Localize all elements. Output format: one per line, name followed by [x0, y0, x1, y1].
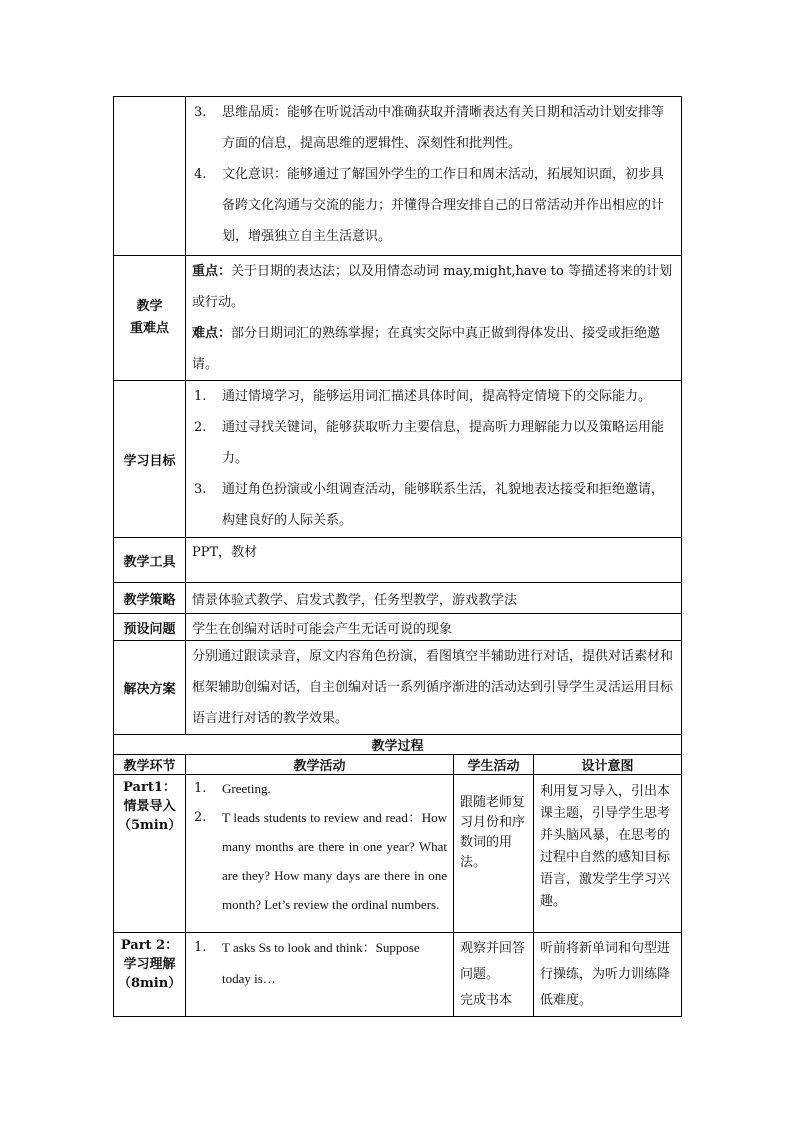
table-row	[114, 775, 682, 933]
list-item: 3. 通过角色扮演或小组调查活动，能够联系生活，礼貌地表达接受和拒绝邀请，构建良好的人际关系。	[194, 482, 665, 528]
solution-content: 分别通过跟读录音，原文内容角色扮演，看图填空半辅助进行对话，提供对话素材和框架辅助创编对话，自主创编对话一系列循序渐进的活动达到引导学生灵活运用目标语言进行对话的教学效果。	[186, 641, 682, 735]
list-item: 2. T leads students to review and read：How many months are there in one year? What are they? How many days are there in one month? Let’s review the ordinal numbers.	[194, 810, 447, 912]
activity-cell	[186, 775, 454, 933]
table-row	[114, 933, 682, 1017]
goals-list	[192, 97, 675, 252]
list-item: 4. 文化意识：能够通过了解国外学生的工作日和周末活动，拓展知识面，初步具备跨文化沟通与交流的能力；并懂得合理安排自己的日常活动并作出相应的计划，增强独立自主生活意识。	[194, 167, 665, 244]
solution-label: 解决方案	[114, 641, 186, 735]
key-points-content	[186, 256, 682, 381]
intent-cell: 听前将新单词和句型进行操练，为听力训练降低难度。	[534, 933, 682, 1017]
key-point-text: 重点：关于日期的表达法；以及用情态动词 may,might,have to 等描述将来的计划或行动。	[192, 264, 672, 310]
header-activity: 教学活动	[186, 755, 454, 775]
objectives-row	[114, 381, 682, 538]
problem-label: 预设问题	[114, 614, 186, 641]
goals-continued-row	[114, 97, 682, 256]
objectives-content	[186, 381, 682, 538]
lesson-plan-sheet	[113, 96, 681, 1017]
list-item: 2. 通过寻找关键词，能够获取听力主要信息，提高听力理解能力以及策略运用能力。	[194, 420, 665, 466]
student-cell: 观察并回答问题。 完成书本	[454, 933, 534, 1017]
stage-cell: Part1： 情景导入 （5min）	[114, 775, 186, 933]
process-title-row	[114, 735, 682, 755]
tools-content: PPT，教材	[186, 538, 682, 583]
activity-list	[192, 933, 447, 995]
solution-row	[114, 641, 682, 735]
list-item: 1. T asks Ss to look and think：Suppose today is…	[194, 940, 420, 986]
process-title: 教学过程	[114, 735, 682, 755]
key-points-row	[114, 256, 682, 381]
goals-content-cell	[186, 97, 682, 256]
tools-label: 教学工具	[114, 538, 186, 583]
tools-row	[114, 538, 682, 583]
list-item: 1. 通过情境学习，能够运用词汇描述具体时间，提高特定情境下的交际能力。	[194, 389, 652, 404]
key-points-label: 教学 重难点	[114, 256, 186, 381]
list-item: 1. Greeting.	[194, 781, 271, 796]
header-intent: 设计意图	[534, 755, 682, 775]
list-item: 3. 思维品质：能够在听说活动中准确获取并清晰表达有关日期和活动计划安排等方面的信息，提高思维的逻辑性、深刻性和批判性。	[194, 105, 665, 151]
strategy-row	[114, 583, 682, 614]
activity-list	[192, 775, 447, 920]
activity-cell	[186, 933, 454, 1017]
process-header-row	[114, 755, 682, 775]
difficult-point-text: 难点：部分日期词汇的熟练掌握；在真实交际中真正做到得体发出、接受或拒绝邀请。	[192, 326, 661, 372]
problem-row	[114, 614, 682, 641]
lesson-plan-table	[113, 96, 682, 1017]
objectives-list	[192, 381, 675, 536]
problem-content: 学生在创编对话时可能会产生无话可说的现象	[186, 614, 682, 641]
intent-cell: 利用复习导入，引出本课主题，引导学生思考并头脑风暴，在思考的过程中自然的感知目标语言，激发学生学习兴趣。	[534, 775, 682, 933]
student-cell: 跟随老师复习月份和序数词的用法。	[454, 775, 534, 933]
goals-label-cell	[114, 97, 186, 256]
stage-cell: Part 2： 学习理解 （8min）	[114, 933, 186, 1017]
header-student: 学生活动	[454, 755, 534, 775]
strategy-label: 教学策略	[114, 583, 186, 614]
strategy-content: 情景体验式教学、启发式教学，任务型教学，游戏教学法	[186, 583, 682, 614]
header-stage: 教学环节	[114, 755, 186, 775]
objectives-label: 学习目标	[114, 381, 186, 538]
